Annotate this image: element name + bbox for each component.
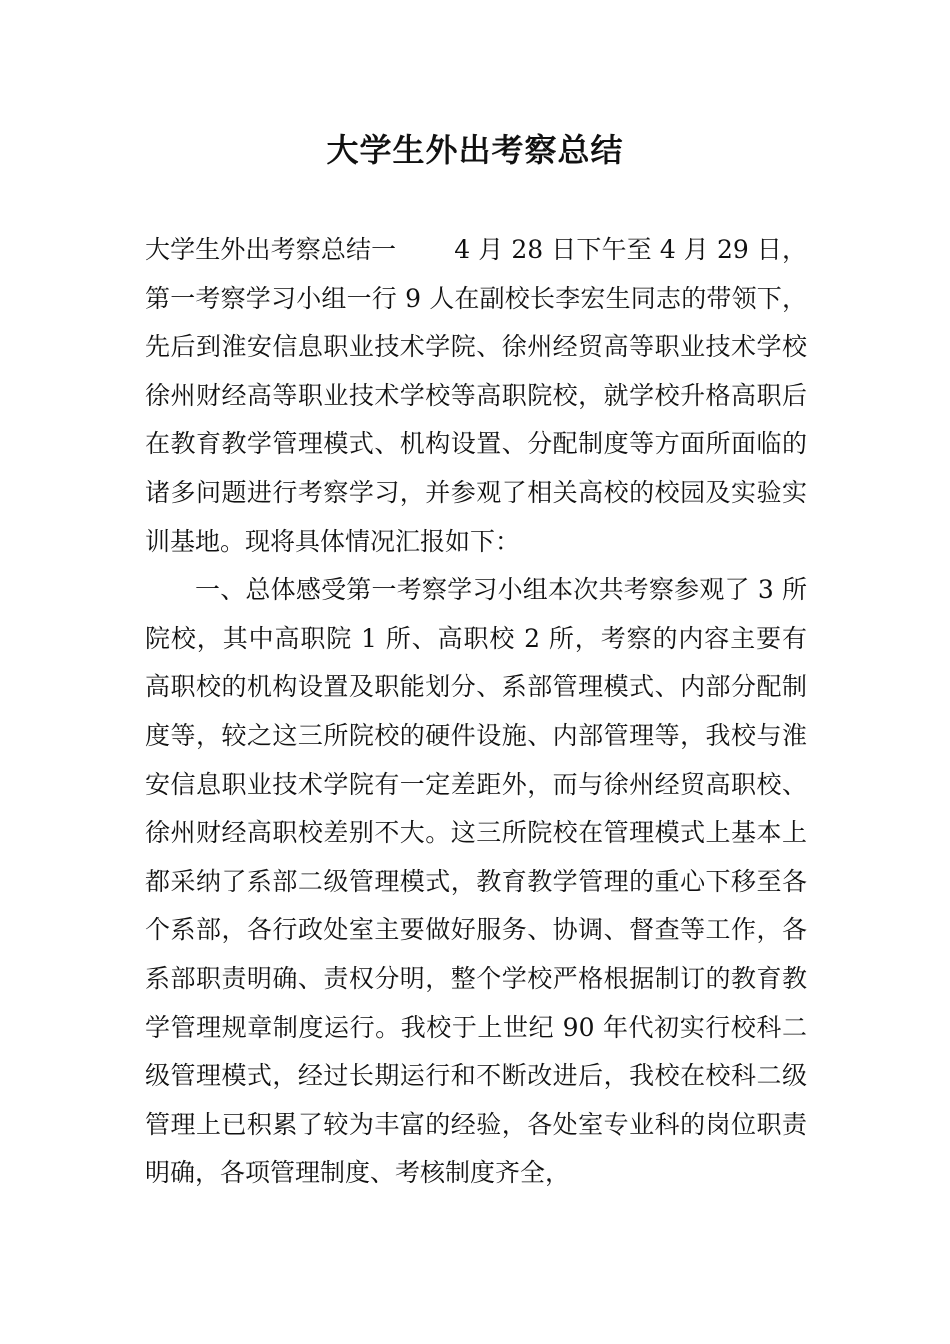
document-title: 大学生外出考察总结 [326, 131, 624, 169]
section-lead: 大学生外出考察总结一 [145, 235, 397, 264]
paragraph-2: 一、总体感受第一考察学习小组本次共考察参观了 3 所院校，其中高职院 1 所、高职校 2 所，考察的内容主要有高职校的机构设置及职能划分、系部管理模式、内部分配制度等，较之这三所院校的硬件设施、内部管理等，我校与淮安信息职业技术学院有一定差距外，而与徐州经贸高职校、徐州财经高职校差别不大。这三所院校在管理模式上基本上都采纳了系部二级管理模式，教育教学管理的重心下移至各个系部，各行政处室主要做好服务、协调、督查等工作，各系部职责明确、责权分明，整个学校严格根据制订的教育教学管理规章制度运行。我校于上世纪 90 年代初实行校科二级管理模式，经过长期运行和不断改进后，我校在校科二级管理上已积累了较为丰富的经验，各处室专业科的岗位职责明确，各项管理制度、考核制度齐全， [145, 575, 807, 1188]
document-body [145, 226, 807, 1198]
paragraph-1-text: 4 月 28 日下午至 4 月 29 日，第一考察学习小组一行 9 人在副校长李宏生同志的带领下，先后到淮安信息职业技术学院、徐州经贸高等职业技术学校徐州财经高等职业技术学校等高职院校，就学校升格高职后在教育教学管理模式、机构设置、分配制度等方面所面临的诸多问题进行考察学习，并参观了相关高校的校园及实验实训基地。现将具体情况汇报如下： [145, 235, 807, 556]
paragraph-1 [145, 226, 807, 566]
